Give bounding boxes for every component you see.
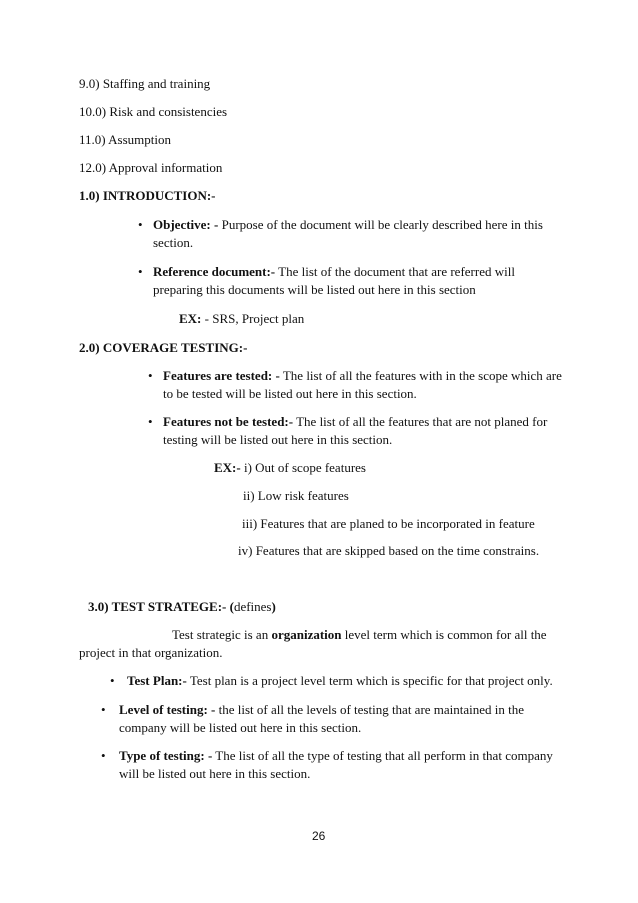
level-of-testing-text: the list of all the levels of testing that are maintained in the (215, 702, 525, 717)
type-of-testing-line-2: will be listed out here in this section. (119, 766, 311, 781)
section-heading-introduction: 1.0) INTRODUCTION:- (79, 188, 216, 203)
test-strategy-heading-close: ) (271, 599, 276, 614)
strategy-paragraph-line-2: project in that organization. (79, 645, 223, 660)
coverage-example-text: i) Out of scope features (240, 460, 366, 475)
example-label: EX: (179, 311, 202, 326)
features-not-tested-line-1 (163, 414, 547, 430)
reference-label: Reference document:- (153, 264, 276, 279)
strategy-paragraph-line-1 (172, 627, 547, 643)
features-tested-line-2: to be tested will be listed out here in this section. (163, 386, 417, 401)
coverage-example-label: EX:- (214, 460, 241, 475)
page-number: 26 (312, 829, 326, 843)
reference-line-1 (153, 264, 515, 280)
toc-item: 11.0) Assumption (79, 132, 171, 147)
test-strategy-heading-bold: 3.0) TEST STRATEGE:- ( (88, 599, 234, 614)
type-of-testing-label: Type of testing: - (119, 748, 213, 763)
coverage-example-4: iv) Features that are skipped based on the time constrains. (238, 543, 540, 558)
bullet-icon: • (138, 264, 143, 279)
test-plan-line (127, 673, 553, 689)
type-of-testing-text: The list of all the type of testing that all perform in that company (212, 748, 553, 763)
coverage-example-3: iii) Features that are planed to be incorporated in feature (242, 516, 535, 531)
features-tested-line-1 (163, 368, 562, 384)
strategy-text-bold: organization (271, 627, 342, 642)
objective-line-1 (153, 217, 543, 233)
objective-text: Purpose of the document will be clearly described here in this (218, 217, 543, 232)
toc-item: 9.0) Staffing and training (79, 76, 211, 91)
bullet-icon: • (101, 702, 106, 717)
level-of-testing-line-1 (119, 702, 524, 718)
features-not-tested-line-2: testing will be listed out here in this section. (163, 432, 393, 447)
reference-text: The list of the document that are referred will (275, 264, 515, 279)
reference-line-2: preparing this documents will be listed out here in this section (153, 282, 476, 297)
level-of-testing-label: Level of testing: - (119, 702, 216, 717)
features-not-tested-text: The list of all the features that are not planed for (293, 414, 548, 429)
example-text: - SRS, Project plan (201, 311, 305, 326)
level-of-testing-line-2: company will be listed out here in this section. (119, 720, 362, 735)
features-tested-label: Features are tested: - (163, 368, 280, 383)
type-of-testing-line-1 (119, 748, 553, 764)
bullet-icon: • (148, 368, 153, 383)
test-plan-label: Test Plan:- (127, 673, 187, 688)
strategy-text-a: Test strategic is an (172, 627, 272, 642)
coverage-example-2: ii) Low risk features (243, 488, 349, 503)
bullet-icon: • (148, 414, 153, 429)
toc-item: 10.0) Risk and consistencies (79, 104, 228, 119)
test-plan-text: Test plan is a project level term which is specific for that project only. (186, 673, 553, 688)
toc-item: 12.0) Approval information (79, 160, 223, 175)
bullet-icon: • (101, 748, 106, 763)
features-not-tested-label: Features not be tested:- (163, 414, 294, 429)
bullet-icon: • (138, 217, 143, 232)
features-tested-text: The list of all the features with in the scope which are (279, 368, 562, 383)
section-heading-test-strategy (88, 599, 276, 615)
coverage-example-1 (214, 460, 366, 476)
objective-line-2: section. (153, 235, 194, 250)
bullet-icon: • (110, 673, 115, 688)
section-heading-coverage-testing: 2.0) COVERAGE TESTING:- (79, 340, 248, 355)
strategy-text-b: level term which is common for all the (341, 627, 547, 642)
objective-label: Objective: - (153, 217, 219, 232)
test-strategy-heading-normal: defines (233, 599, 272, 614)
intro-example (179, 311, 304, 327)
